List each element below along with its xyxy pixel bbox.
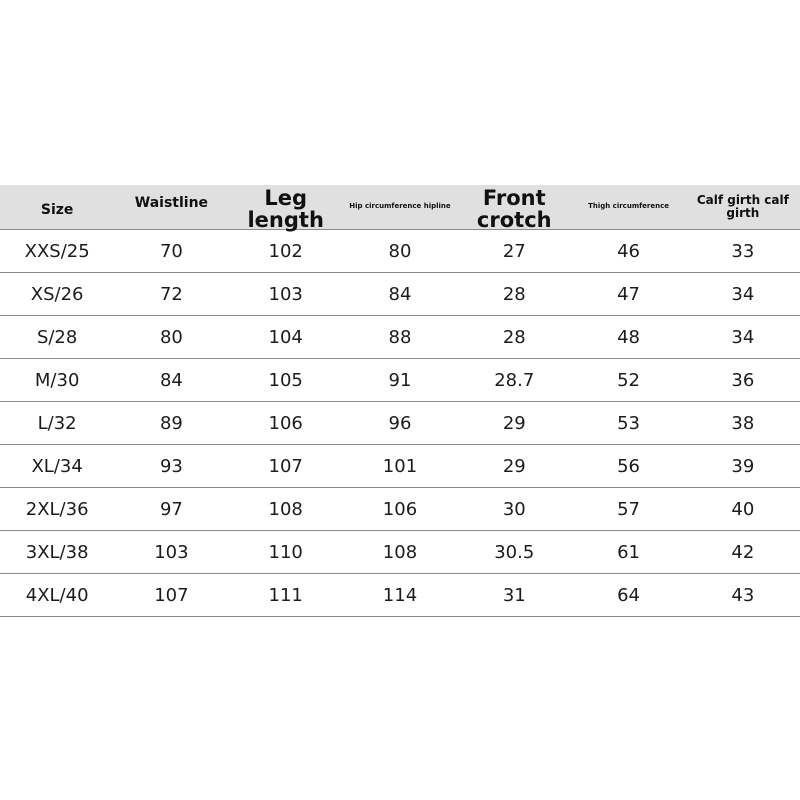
cell-waistline: 89 xyxy=(114,402,228,445)
cell-waistline: 72 xyxy=(114,273,228,316)
cell-leg-length: 103 xyxy=(229,273,343,316)
header-hip-circumference: Hip circumference hipline xyxy=(343,185,457,230)
cell-size: M/30 xyxy=(0,359,114,402)
cell-front-crotch: 29 xyxy=(457,402,571,445)
cell-leg-length: 102 xyxy=(229,230,343,273)
cell-calf: 42 xyxy=(686,531,800,574)
table-header xyxy=(0,185,800,233)
cell-thigh: 61 xyxy=(571,531,685,574)
cell-leg-length: 105 xyxy=(229,359,343,402)
cell-size: XXS/25 xyxy=(0,230,114,273)
cell-hip: 80 xyxy=(343,230,457,273)
cell-leg-length: 108 xyxy=(229,488,343,531)
cell-calf: 33 xyxy=(686,230,800,273)
cell-waistline: 93 xyxy=(114,445,228,488)
cell-size: L/32 xyxy=(0,402,114,445)
header-front-crotch: Front crotch xyxy=(457,185,571,230)
size-chart-table xyxy=(0,185,800,617)
cell-calf: 34 xyxy=(686,273,800,316)
cell-calf: 43 xyxy=(686,574,800,617)
cell-front-crotch: 29 xyxy=(457,445,571,488)
cell-hip: 88 xyxy=(343,316,457,359)
cell-thigh: 48 xyxy=(571,316,685,359)
cell-size: XS/26 xyxy=(0,273,114,316)
cell-thigh: 46 xyxy=(571,230,685,273)
cell-waistline: 80 xyxy=(114,316,228,359)
cell-front-crotch: 30.5 xyxy=(457,531,571,574)
table-row xyxy=(0,359,800,402)
cell-front-crotch: 28 xyxy=(457,273,571,316)
cell-size: XL/34 xyxy=(0,445,114,488)
cell-front-crotch: 31 xyxy=(457,574,571,617)
cell-thigh: 56 xyxy=(571,445,685,488)
cell-size: 2XL/36 xyxy=(0,488,114,531)
cell-leg-length: 111 xyxy=(229,574,343,617)
cell-hip: 96 xyxy=(343,402,457,445)
cell-size: 4XL/40 xyxy=(0,574,114,617)
cell-leg-length: 106 xyxy=(229,402,343,445)
cell-waistline: 103 xyxy=(114,531,228,574)
cell-calf: 39 xyxy=(686,445,800,488)
cell-thigh: 64 xyxy=(571,574,685,617)
cell-waistline: 97 xyxy=(114,488,228,531)
cell-front-crotch: 30 xyxy=(457,488,571,531)
cell-calf: 38 xyxy=(686,402,800,445)
header-row xyxy=(0,185,800,230)
header-thigh-circumference: Thigh circumference xyxy=(571,185,685,230)
header-size: Size xyxy=(0,185,114,230)
cell-thigh: 53 xyxy=(571,402,685,445)
table-row xyxy=(0,230,800,273)
table-row xyxy=(0,402,800,445)
cell-hip: 84 xyxy=(343,273,457,316)
header-calf-girth: Calf girth calf girth xyxy=(686,185,800,230)
table-row xyxy=(0,273,800,316)
cell-hip: 101 xyxy=(343,445,457,488)
cell-thigh: 47 xyxy=(571,273,685,316)
cell-leg-length: 104 xyxy=(229,316,343,359)
table-row xyxy=(0,574,800,617)
cell-front-crotch: 28.7 xyxy=(457,359,571,402)
cell-size: 3XL/38 xyxy=(0,531,114,574)
table-row xyxy=(0,316,800,359)
cell-hip: 108 xyxy=(343,531,457,574)
cell-front-crotch: 28 xyxy=(457,316,571,359)
cell-waistline: 84 xyxy=(114,359,228,402)
cell-calf: 40 xyxy=(686,488,800,531)
cell-waistline: 107 xyxy=(114,574,228,617)
table-body xyxy=(0,230,800,617)
cell-hip: 106 xyxy=(343,488,457,531)
table-row xyxy=(0,488,800,531)
header-leg-length: Leg length xyxy=(229,185,343,230)
cell-leg-length: 107 xyxy=(229,445,343,488)
cell-calf: 34 xyxy=(686,316,800,359)
cell-thigh: 52 xyxy=(571,359,685,402)
cell-thigh: 57 xyxy=(571,488,685,531)
table-row xyxy=(0,531,800,574)
cell-calf: 36 xyxy=(686,359,800,402)
cell-size: S/28 xyxy=(0,316,114,359)
cell-waistline: 70 xyxy=(114,230,228,273)
header-waistline: Waistline xyxy=(114,185,228,230)
table-row xyxy=(0,445,800,488)
cell-front-crotch: 27 xyxy=(457,230,571,273)
cell-hip: 91 xyxy=(343,359,457,402)
cell-leg-length: 110 xyxy=(229,531,343,574)
cell-hip: 114 xyxy=(343,574,457,617)
